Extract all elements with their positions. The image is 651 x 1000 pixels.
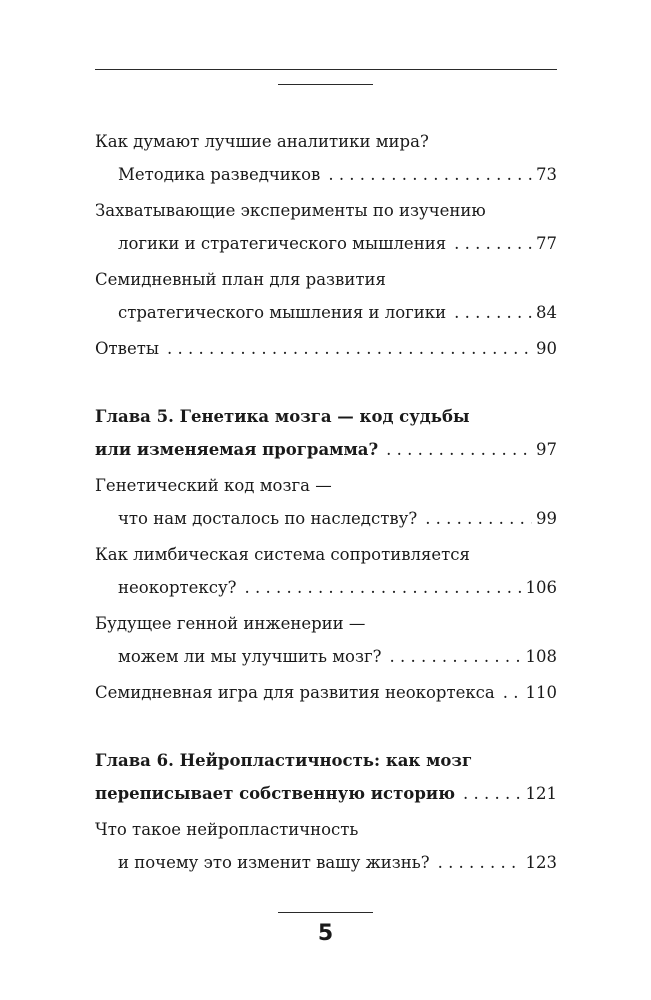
dot-leader	[454, 227, 532, 260]
toc-entry	[95, 263, 557, 329]
toc-entry-title-line2: что нам досталось по наследству?	[118, 509, 418, 528]
toc-entry-title-line1: Как думают лучшие аналитики мира?	[95, 132, 429, 151]
toc-entry-page: 110	[525, 683, 557, 702]
toc-entry-title-line2: неокортексу?	[118, 578, 237, 597]
toc-entry-page: 99	[536, 509, 557, 528]
toc-entry	[95, 332, 557, 365]
toc-entry-title-line1: Как лимбическая система сопротивляется	[95, 545, 470, 564]
chapter-title-line1: Глава 6. Нейропластичность: как мозг	[95, 751, 473, 770]
toc-entry-title-line2: и почему это изменит вашу жизнь?	[118, 853, 430, 872]
toc-entry-title-line2: Методика разведчиков	[118, 165, 321, 184]
toc-chapter-entry	[95, 400, 557, 466]
dot-leader	[438, 846, 522, 879]
dot-leader	[167, 332, 532, 365]
chapter-title-line1: Глава 5. Генетика мозга — код судьбы	[95, 407, 470, 426]
toc-entry	[95, 469, 557, 535]
dot-leader	[245, 571, 522, 604]
toc-entry-page: 123	[525, 853, 557, 872]
toc-entry-title-line1: Будущее генной инженерии —	[95, 614, 366, 633]
toc-entry-title-line2: стратегического мышления и логики	[118, 303, 447, 322]
toc-entry-title: Семидневная игра для развития неокортекса	[95, 683, 495, 702]
toc-entry	[95, 813, 557, 879]
toc-entry-page: 84	[536, 303, 557, 322]
toc-chapter-entry	[95, 744, 557, 810]
chapter-title-line2: переписывает собственную историю	[95, 784, 456, 803]
toc-entry	[95, 676, 557, 709]
dot-leader	[389, 640, 521, 673]
header-short-rule	[278, 84, 373, 85]
toc-entry-page: 77	[536, 234, 557, 253]
toc-entry-page: 121	[525, 784, 557, 803]
toc-entry-title-line1: Что такое нейропластичность	[95, 820, 359, 839]
toc-entry	[95, 194, 557, 260]
dot-leader	[463, 777, 521, 810]
toc-entry-title-line2: можем ли мы улучшить мозг?	[118, 647, 382, 666]
chapter-title-line2: или изменяемая программа?	[95, 440, 379, 459]
toc-entry-title-line1: Генетический код мозга —	[95, 476, 332, 495]
toc-entry-title-line1: Захватывающие эксперименты по изучению	[95, 201, 486, 220]
header-rule	[95, 69, 557, 70]
toc-entry-page: 108	[525, 647, 557, 666]
toc-entry	[95, 607, 557, 673]
toc-entry-title: Ответы	[95, 339, 159, 358]
page-number: 5	[317, 921, 334, 946]
toc-entry-page: 106	[525, 578, 557, 597]
dot-leader	[425, 502, 532, 535]
toc-entry	[95, 125, 557, 191]
dot-leader	[454, 296, 532, 329]
toc-entry-page: 97	[536, 440, 557, 459]
toc-entry-title-line1: Семидневный план для развития	[95, 270, 386, 289]
toc-entry-page: 73	[536, 165, 557, 184]
footer-short-rule	[278, 912, 373, 913]
toc-entry-page: 90	[536, 339, 557, 358]
dot-leader	[503, 676, 522, 709]
table-of-contents	[95, 125, 557, 879]
toc-entry	[95, 538, 557, 604]
dot-leader	[386, 433, 532, 466]
toc-entry-title-line2: логики и стратегического мышления	[118, 234, 447, 253]
dot-leader	[328, 158, 532, 191]
